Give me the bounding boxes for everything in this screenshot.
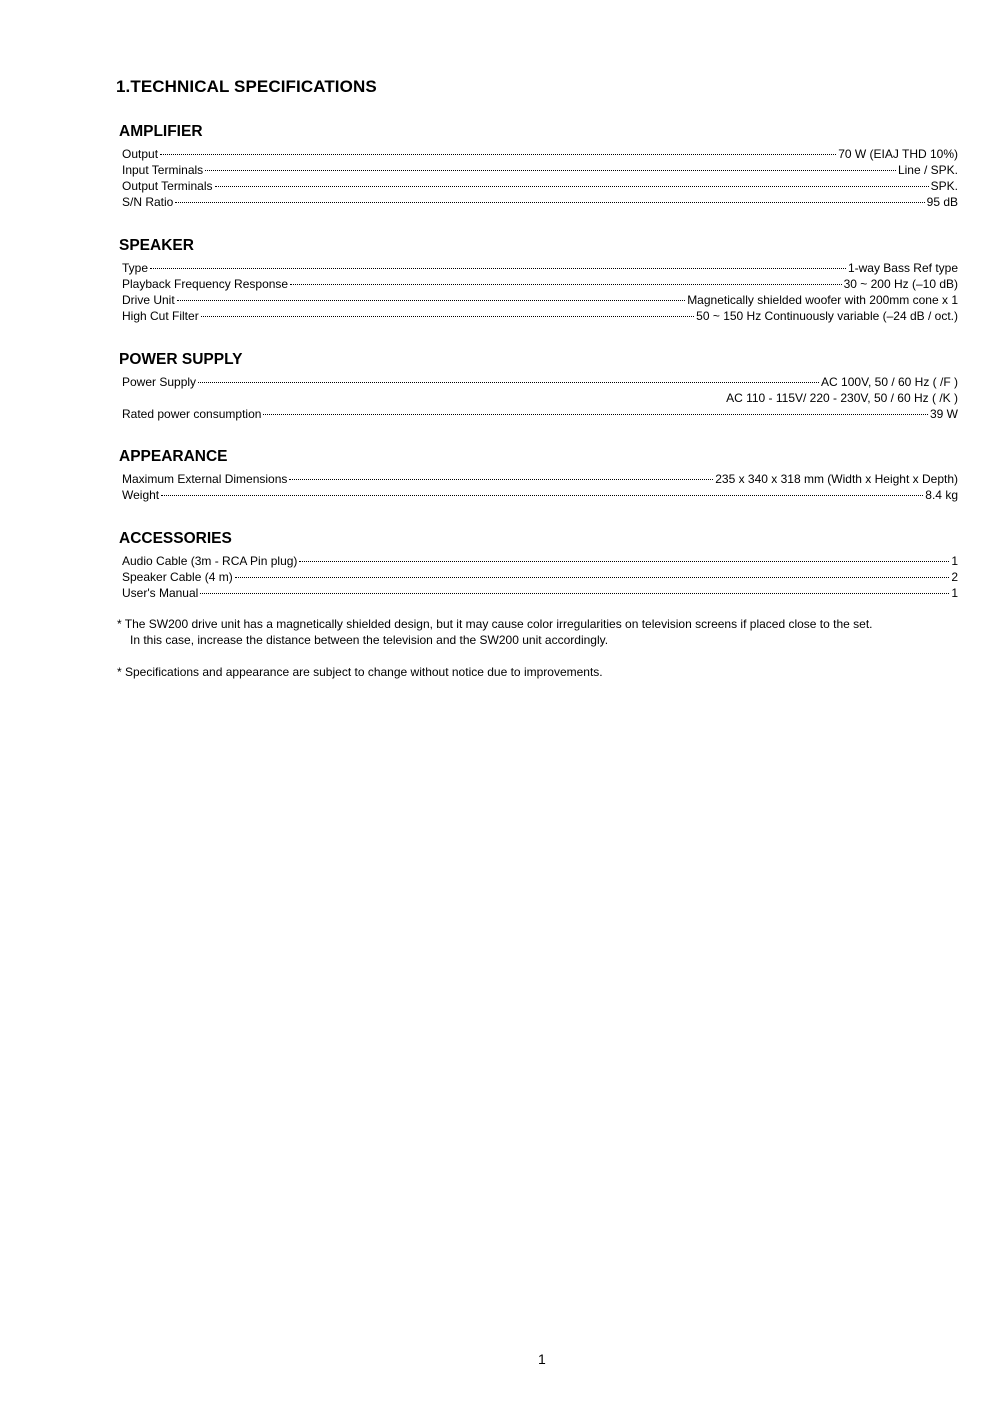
dot-leader bbox=[201, 316, 694, 317]
note-line: In this case, increase the distance between the television and the SW200 unit accordingly. bbox=[130, 633, 609, 647]
section-appearance bbox=[119, 447, 958, 503]
spec-row-type bbox=[122, 260, 958, 276]
spec-label: Weight bbox=[122, 488, 160, 502]
spec-value: Magnetically shielded woofer with 200mm cone x 1 bbox=[687, 293, 958, 307]
spec-row-users-manual bbox=[122, 585, 958, 601]
dot-leader bbox=[161, 495, 923, 496]
spec-label: Rated power consumption bbox=[122, 407, 262, 421]
dot-leader bbox=[205, 170, 896, 171]
spec-row-rated-power bbox=[122, 406, 958, 422]
spec-row-drive-unit bbox=[122, 292, 958, 308]
spec-label: Power Supply bbox=[122, 375, 197, 389]
page-number: 1 bbox=[538, 1351, 546, 1367]
spec-label: Playback Frequency Response bbox=[122, 277, 289, 291]
spec-row-power-supply bbox=[122, 374, 958, 390]
spec-value: 50 ~ 150 Hz Continuously variable (–24 dB / oct.) bbox=[696, 309, 958, 323]
spec-label: User's Manual bbox=[122, 586, 199, 600]
spec-row-audio-cable bbox=[122, 553, 958, 569]
spec-value: SPK. bbox=[930, 179, 958, 193]
section-heading: ACCESSORIES bbox=[119, 530, 232, 547]
spec-row-output bbox=[122, 146, 958, 162]
spec-value: 95 dB bbox=[926, 195, 958, 209]
section-amplifier bbox=[119, 122, 958, 210]
section-heading: APPEARANCE bbox=[119, 448, 228, 465]
spec-row-input-terminals bbox=[122, 162, 958, 178]
dot-leader bbox=[215, 186, 929, 187]
spec-value-continuation: AC 110 - 115V/ 220 - 230V, 50 / 60 Hz ( /K ) bbox=[726, 391, 958, 405]
spec-label: Audio Cable (3m - RCA Pin plug) bbox=[122, 554, 298, 568]
spec-label: S/N Ratio bbox=[122, 195, 174, 209]
spec-label: Maximum External Dimensions bbox=[122, 472, 288, 486]
spec-value: 1 bbox=[951, 586, 958, 600]
spec-value: 235 x 340 x 318 mm (Width x Height x Depth) bbox=[715, 472, 958, 486]
spec-value: 1-way Bass Ref type bbox=[847, 261, 958, 275]
spec-row-output-terminals bbox=[122, 178, 958, 194]
spec-value: 8.4 kg bbox=[925, 488, 958, 502]
section-accessories bbox=[119, 529, 958, 601]
spec-label: Output bbox=[122, 147, 159, 161]
dot-leader bbox=[198, 382, 819, 383]
spec-value: 39 W bbox=[929, 407, 958, 421]
dot-leader bbox=[289, 479, 713, 480]
dot-leader bbox=[235, 577, 950, 578]
page-title: 1.TECHNICAL SPECIFICATIONS bbox=[116, 77, 377, 96]
dot-leader bbox=[200, 593, 949, 594]
spec-row-dimensions bbox=[122, 471, 958, 487]
section-power-supply bbox=[119, 350, 958, 422]
spec-value: AC 100V, 50 / 60 Hz ( /F ) bbox=[821, 375, 958, 389]
dot-leader bbox=[175, 202, 924, 203]
note-specifications: * Specifications and appearance are subject to change without notice due to improvements. bbox=[117, 665, 603, 679]
spec-label: Type bbox=[122, 261, 149, 275]
spec-label: Drive Unit bbox=[122, 293, 175, 307]
spec-value: Line / SPK. bbox=[897, 163, 958, 177]
spec-value: 1 bbox=[951, 554, 958, 568]
spec-value: 30 ~ 200 Hz (–10 dB) bbox=[843, 277, 958, 291]
note-line: * The SW200 drive unit has a magnetically shielded design, but it may cause color irregularities on television screens if placed close to the set. bbox=[117, 617, 873, 631]
spec-label: Output Terminals bbox=[122, 179, 213, 193]
note-magnetic-shielding bbox=[117, 616, 967, 648]
section-speaker bbox=[119, 236, 958, 324]
spec-row-speaker-cable bbox=[122, 569, 958, 585]
dot-leader bbox=[177, 300, 686, 301]
spec-row-sn-ratio bbox=[122, 194, 958, 210]
dot-leader bbox=[160, 154, 836, 155]
section-heading: SPEAKER bbox=[119, 237, 194, 254]
spec-value: 2 bbox=[951, 570, 958, 584]
spec-label: High Cut Filter bbox=[122, 309, 199, 323]
dot-leader bbox=[150, 268, 846, 269]
dot-leader bbox=[299, 561, 949, 562]
spec-value: 70 W (EIAJ THD 10%) bbox=[838, 147, 958, 161]
spec-row-playback-frequency bbox=[122, 276, 958, 292]
dot-leader bbox=[263, 414, 928, 415]
spec-label: Speaker Cable (4 m) bbox=[122, 570, 233, 584]
dot-leader bbox=[290, 284, 842, 285]
section-heading: POWER SUPPLY bbox=[119, 351, 243, 368]
spec-row-weight bbox=[122, 487, 958, 503]
spec-label: Input Terminals bbox=[122, 163, 204, 177]
section-heading: AMPLIFIER bbox=[119, 123, 203, 140]
spec-row-high-cut-filter bbox=[122, 308, 958, 324]
